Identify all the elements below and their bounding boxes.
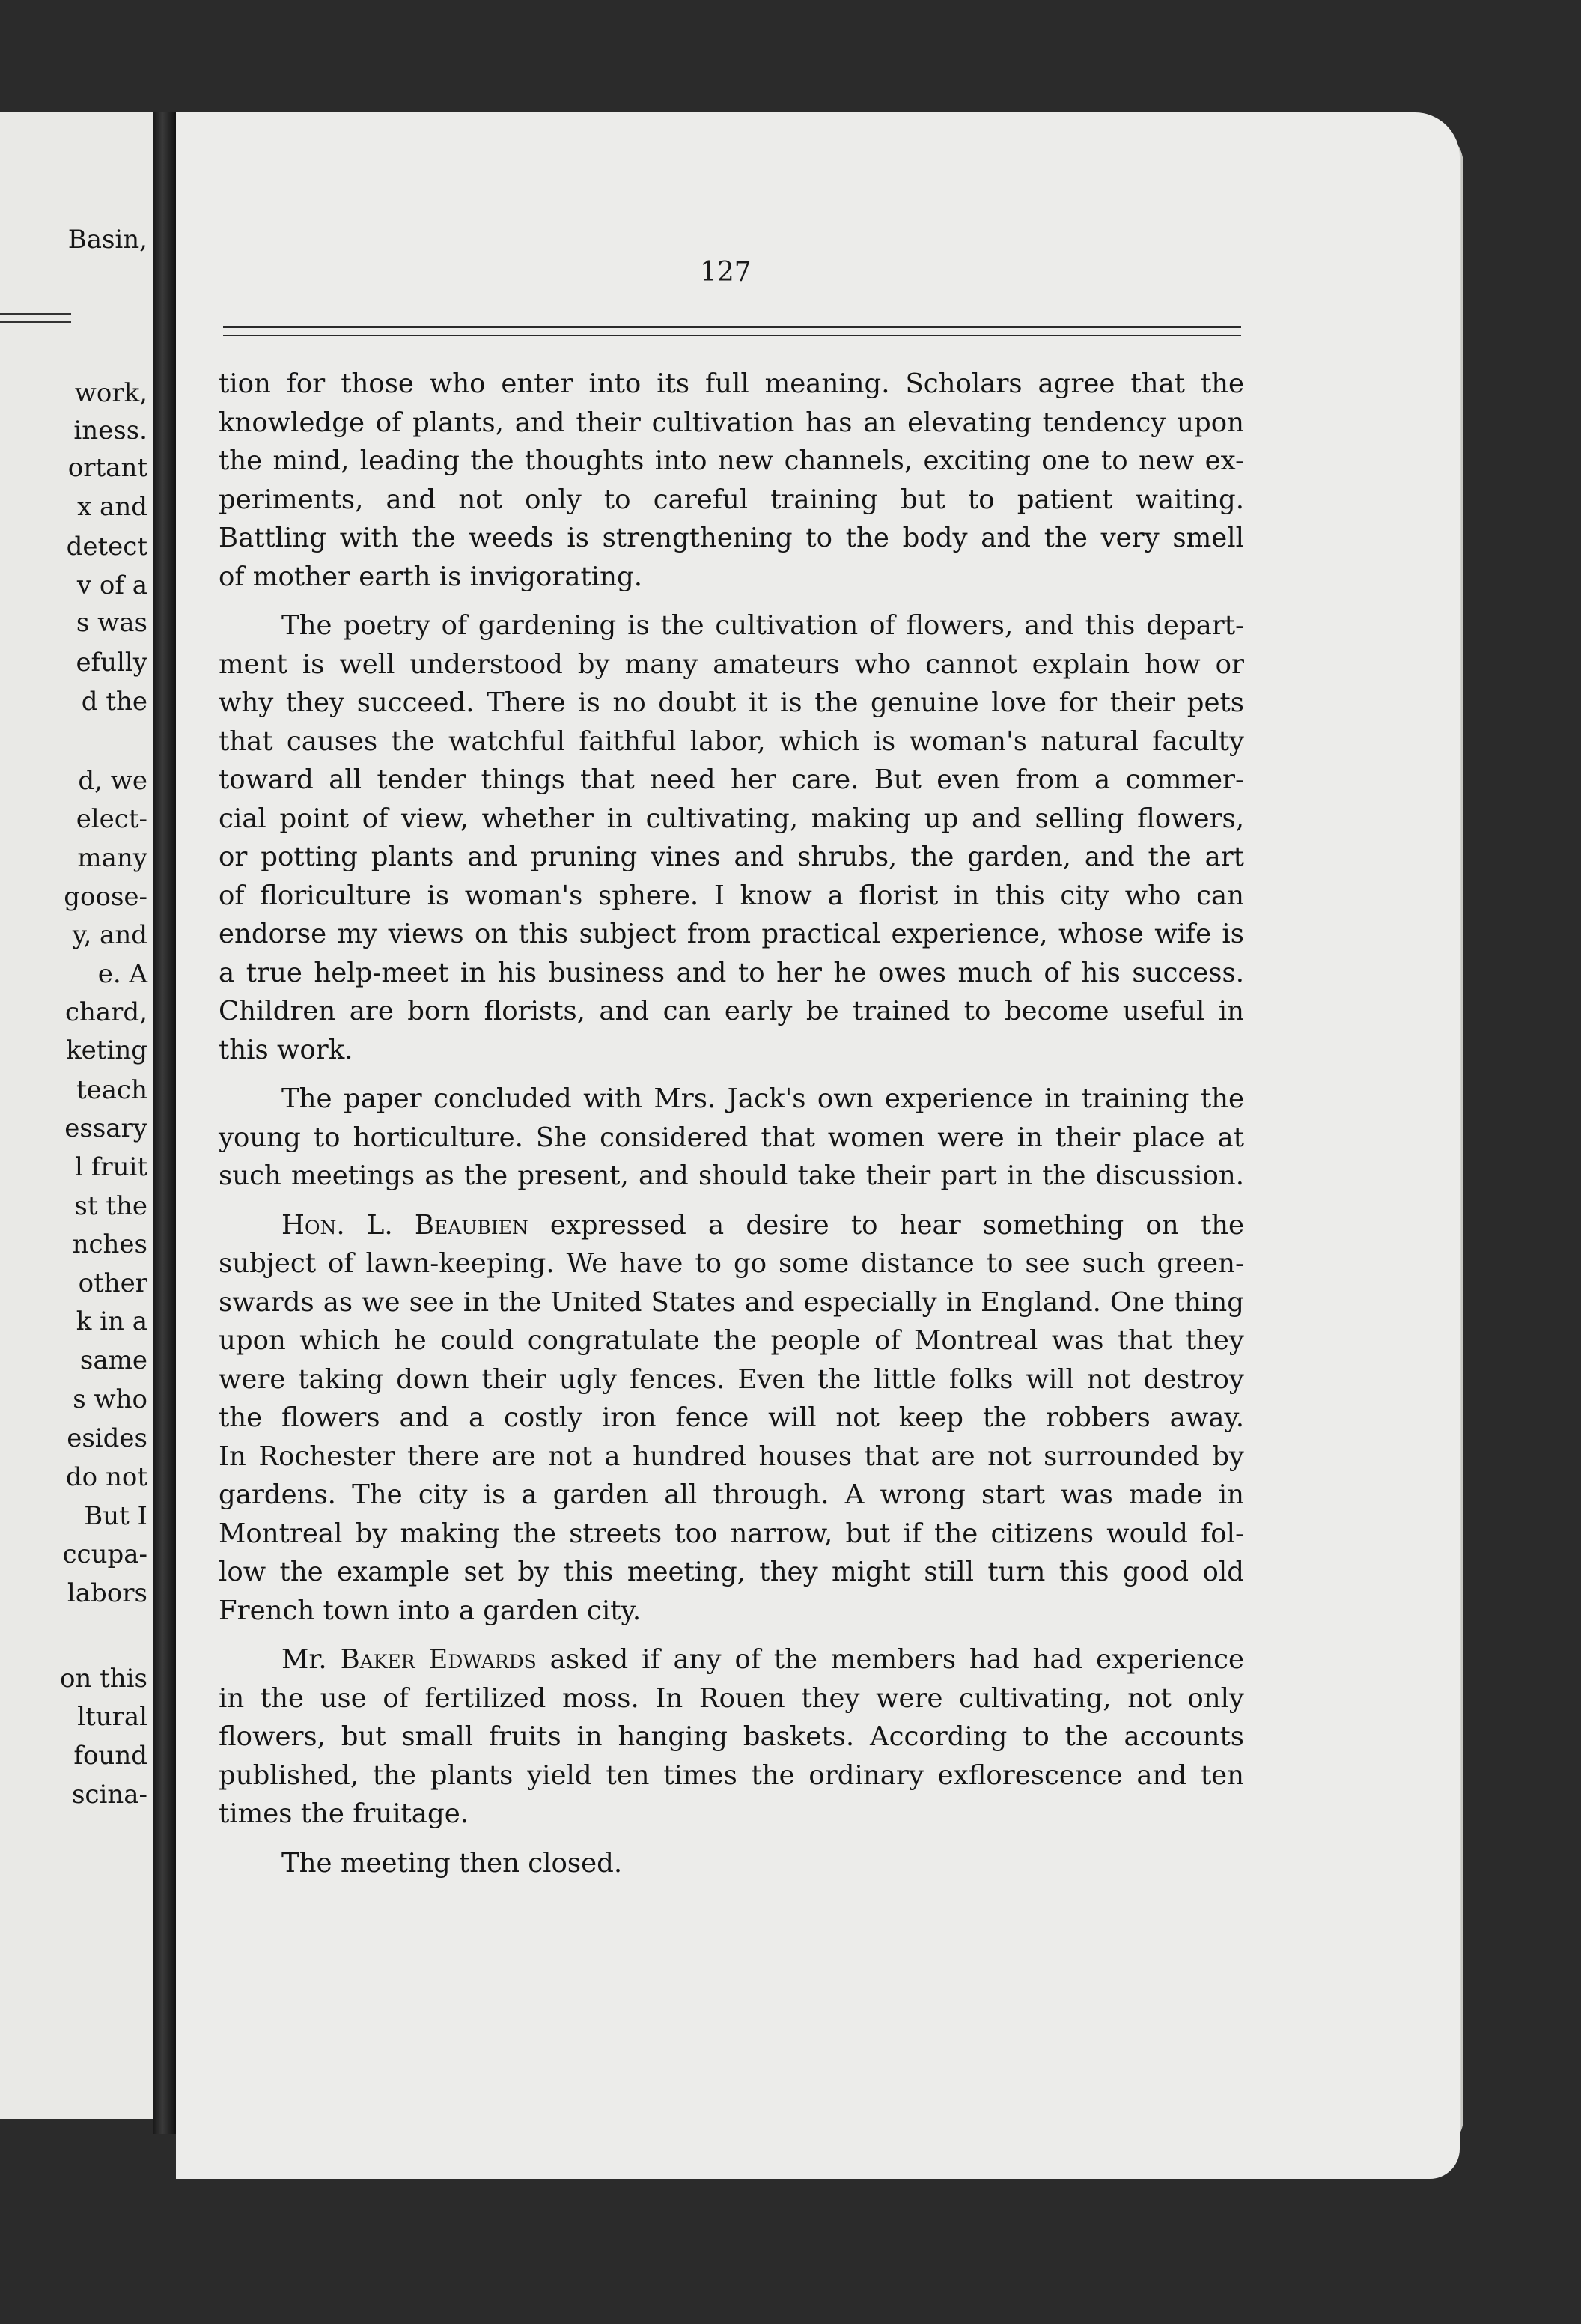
text-line: ment is well understood by many amateurs who cannot explain how or xyxy=(219,648,1244,680)
left-page-fragment-line: st the xyxy=(74,1191,147,1221)
text-line: or potting plants and pruning vines and shrubs, the garden, and the art xyxy=(219,842,1244,872)
text-line: the mind, leading the thoughts into new channels, exciting one to new ex- xyxy=(219,445,1244,476)
header-double-rule xyxy=(223,326,1241,336)
paragraph xyxy=(219,606,1244,1069)
left-page-fragment-line: k in a xyxy=(76,1307,147,1336)
text-line: The meeting then closed. xyxy=(281,1847,623,1879)
left-page-fragment-line: v of a xyxy=(76,571,147,600)
text-line: swards as we see in the United States and especially in England. One thing xyxy=(219,1286,1244,1318)
left-page-header-rule xyxy=(0,313,71,323)
text-line: Children are born florists, and can early be trained to become useful in xyxy=(219,996,1244,1026)
left-page-fragment-line: s who xyxy=(73,1384,147,1414)
text-line: Montreal by making the streets too narrow, but if the citizens would fol- xyxy=(219,1518,1244,1549)
text-line: of mother earth is invigorating. xyxy=(219,561,642,592)
book-gutter xyxy=(153,112,176,2134)
paragraph xyxy=(219,1640,1244,1834)
page-body xyxy=(219,365,1244,1882)
page-number: 127 xyxy=(700,257,752,288)
left-page-fragment-line: nches xyxy=(72,1229,147,1259)
left-page-fragment-line: detect xyxy=(66,532,147,562)
text-line: were taking down their ugly fences. Even the little folks will not destroy xyxy=(219,1363,1244,1395)
text-line: low the example set by this meeting, they might still turn this good old xyxy=(219,1557,1244,1587)
text-line: why they succeed. There is no doubt it is the genuine love for their pets xyxy=(219,687,1244,718)
text-line: in the use of fertilized moss. In Rouen they were cultivating, not only xyxy=(219,1682,1244,1714)
left-page-fragment-line: s was xyxy=(76,608,147,638)
text-line: such meetings as the present, and should take their part in the discussion. xyxy=(219,1161,1244,1191)
text-line: cial point of view, whether in cultivating, making up and selling flowers, xyxy=(219,803,1244,834)
left-page-fragment xyxy=(0,112,153,2119)
text-line: endorse my views on this subject from practical experience, whose wife is xyxy=(219,919,1244,949)
left-page-fragment-line: same xyxy=(79,1345,147,1375)
text-line: flowers, but small fruits in hanging baskets. According to the accounts xyxy=(219,1721,1244,1752)
text-line: knowledge of plants, and their cultivation has an elevating tendency upon xyxy=(219,407,1244,438)
text-line: times the fruitage. xyxy=(219,1798,469,1829)
text-line: Battling with the weeds is strengthening to the body and the very smell xyxy=(219,523,1244,553)
text-line: Hon. L. Beaubien expressed a desire to hear something on the xyxy=(281,1209,1244,1241)
left-page-fragment-line: d the xyxy=(81,687,147,717)
text-line: subject of lawn-keeping. We have to go some distance to see such green- xyxy=(219,1248,1244,1279)
left-page-fragment-line: ccupa- xyxy=(62,1539,147,1569)
paragraph xyxy=(219,1206,1244,1631)
left-page-fragment-line: elect- xyxy=(76,804,147,834)
left-page-fragment-line: do not xyxy=(65,1462,147,1492)
text-line: upon which he could congratulate the people of Montreal was that they xyxy=(219,1325,1244,1356)
text-line: The poetry of gardening is the cultivation of flowers, and this depart- xyxy=(281,610,1244,641)
left-page-fragment-line: work, xyxy=(74,378,147,408)
left-page-fragment-line: chard, xyxy=(64,997,147,1027)
text-line: The paper concluded with Mrs. Jack's own experience in training the xyxy=(281,1083,1244,1114)
text-line: a true help-meet in his business and to her he owes much of his success. xyxy=(219,957,1244,988)
left-page-fragment-line: many xyxy=(77,843,147,873)
left-page-fragment-line: ltural xyxy=(77,1702,147,1732)
left-page-fragment-line: other xyxy=(78,1268,147,1298)
left-page-fragment-line: But I xyxy=(84,1501,147,1531)
left-page-fragment-line: x and xyxy=(77,492,147,522)
text-line: periments, and not only to careful training but to patient waiting. xyxy=(219,484,1244,515)
text-line: toward all tender things that need her care. But even from a commer- xyxy=(219,764,1244,795)
text-line: that causes the watchful faithful labor, which is woman's natural faculty xyxy=(219,726,1244,757)
paragraph xyxy=(219,1080,1244,1196)
left-page-fragment-line: y, and xyxy=(72,920,147,950)
text-line: gardens. The city is a garden all through. A wrong start was made in xyxy=(219,1479,1244,1510)
paragraph xyxy=(219,1844,1244,1883)
left-page-fragment-line: teach xyxy=(76,1075,147,1105)
left-page-fragment-line: on this xyxy=(59,1664,147,1694)
paragraph xyxy=(219,365,1244,596)
text-line: Mr. Baker Edwards asked if any of the members had had experience xyxy=(281,1644,1245,1675)
left-page-fragment-line: scina- xyxy=(71,1780,147,1810)
text-line: French town into a garden city. xyxy=(219,1595,642,1626)
left-page-fragment-line: Basin, xyxy=(67,225,147,255)
text-line: young to horticulture. She considered that women were in their place at xyxy=(219,1122,1244,1153)
left-page-fragment-line: found xyxy=(73,1741,147,1771)
text-line: published, the plants yield ten times the ordinary exflorescence and ten xyxy=(219,1759,1244,1791)
left-page-fragment-line: e. A xyxy=(97,959,147,989)
left-page-fragment-line: d, we xyxy=(78,766,147,796)
text-line: tion for those who enter into its full meaning. Scholars agree that the xyxy=(219,368,1244,399)
left-page-fragment-line: iness. xyxy=(73,416,147,445)
left-page-fragment-line: labors xyxy=(67,1578,147,1608)
text-line: the flowers and a costly iron fence will not keep the robbers away. xyxy=(219,1402,1244,1433)
left-page-fragment-line: efully xyxy=(76,648,147,678)
left-page-fragment-line: ortant xyxy=(67,453,147,483)
left-page-fragment-line: goose- xyxy=(64,882,147,912)
speaker-name: Hon. L. Beaubien xyxy=(281,1209,528,1241)
text-line: this work. xyxy=(219,1034,353,1065)
speaker-name: Baker Edwards xyxy=(340,1644,537,1675)
text-line: of floriculture is woman's sphere. I know a florist in this city who can xyxy=(219,880,1244,911)
left-page-fragment-line: keting xyxy=(66,1035,147,1065)
left-page-fragment-line: l fruit xyxy=(75,1152,147,1182)
left-page-fragment-line: esides xyxy=(67,1423,147,1453)
text-line: In Rochester there are not a hundred houses that are not surrounded by xyxy=(219,1441,1244,1472)
left-page-fragment-line: essary xyxy=(64,1113,147,1143)
